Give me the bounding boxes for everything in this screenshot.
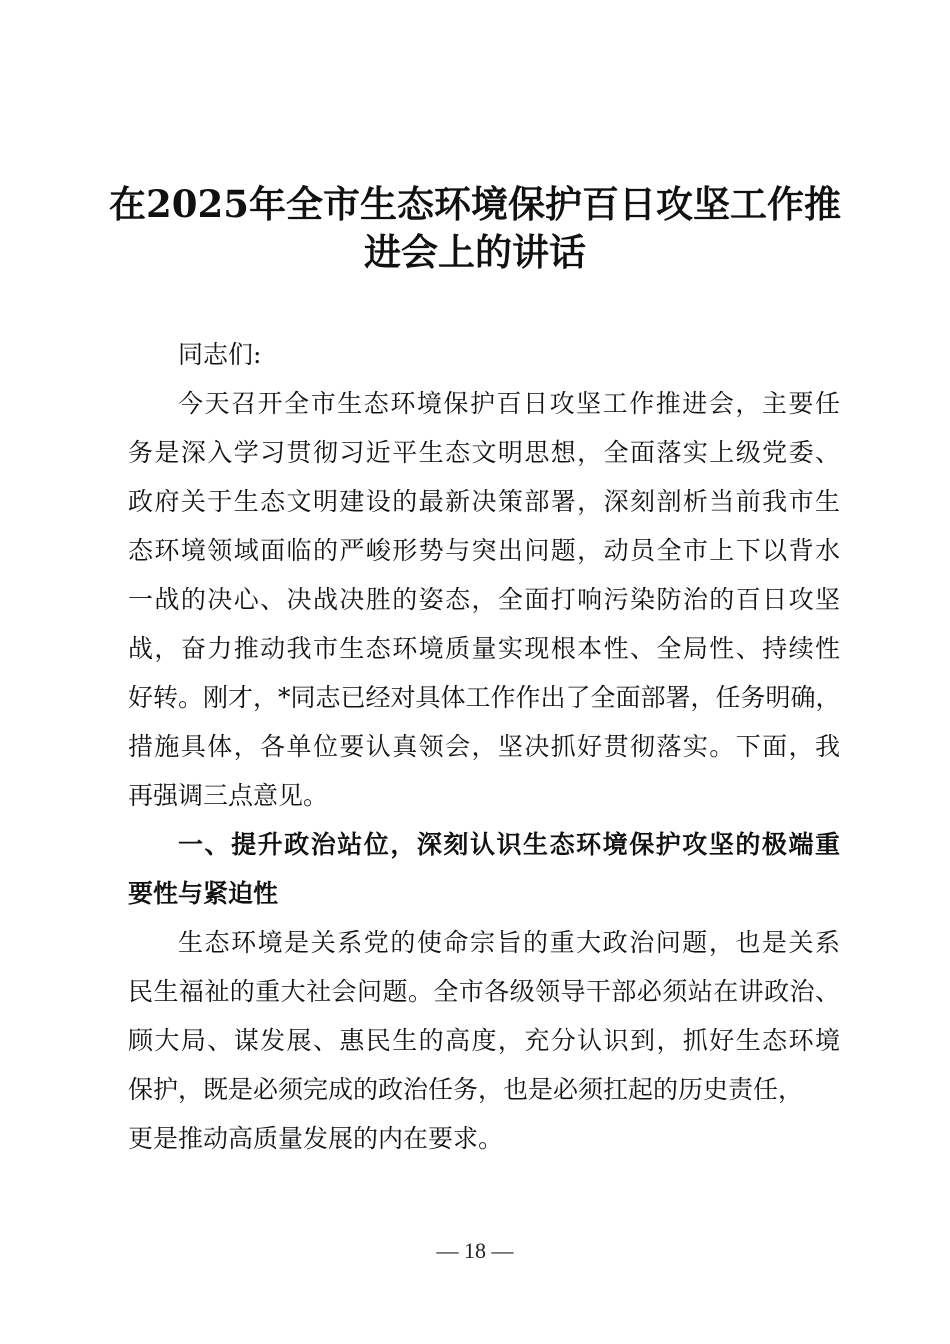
paragraph-2-line: 生态环境是关系党的使命宗旨的重大政治问题，也是关系 <box>178 928 840 957</box>
paragraph-2-line: 民生福祉的重大社会问题。全市各级领导干部必须站在讲政治、 <box>128 977 840 1006</box>
paragraph-1 <box>128 379 840 820</box>
paragraph-1-line: 务是深入学习贯彻习近平生态文明思想，全面落实上级党委、 <box>128 438 840 467</box>
paragraph-1-line: 战，奋力推动我市生态环境质量实现根本性、全局性、持续性 <box>128 634 840 663</box>
section-1-heading <box>128 820 840 918</box>
paragraph-2-line: 顾大局、谋发展、惠民生的高度，充分认识到，抓好生态环境 <box>128 1026 840 1055</box>
salutation: 同志们: <box>178 340 262 369</box>
paragraph-1-line: 措施具体，各单位要认真领会，坚决抓好贯彻落实。下面，我 <box>128 732 840 761</box>
document-title-line-2: 进会上的讲话 <box>364 230 586 274</box>
section-1-heading-line: 一、提升政治站位，深刻认识生态环境保护攻坚的极端重 <box>178 830 840 859</box>
paragraph-1-line: 政府关于生态文明建设的最新决策部署，深刻剖析当前我市生 <box>128 487 840 516</box>
paragraph-2-line: 更是推动高质量发展的内在要求。 <box>128 1124 504 1153</box>
section-1-heading-line: 要性与紧迫性 <box>128 879 279 908</box>
paragraph-2-line: 保护，既是必须完成的政治任务，也是必须扛起的历史责任， <box>128 1075 804 1104</box>
paragraph-2 <box>128 918 840 1163</box>
paragraph-1-line: 再强调三点意见。 <box>128 781 329 810</box>
document-title-line-1: 在2025年全市生态环境保护百日攻坚工作推 <box>109 182 841 226</box>
paragraph-1-line: 今天召开全市生态环境保护百日攻坚工作推进会，主要任 <box>178 389 840 418</box>
document-body <box>128 330 840 1163</box>
paragraph-1-line: 好转。刚才，*同志已经对具体工作作出了全面部署，任务明确， <box>128 683 841 712</box>
paragraph-1-line: 一战的决心、决战决胜的姿态，全面打响污染防治的百日攻坚 <box>128 585 840 614</box>
page-number: — 18 — <box>436 1238 514 1263</box>
paragraph-1-line: 态环境领域面临的严峻形势与突出问题，动员全市上下以背水 <box>128 536 840 565</box>
